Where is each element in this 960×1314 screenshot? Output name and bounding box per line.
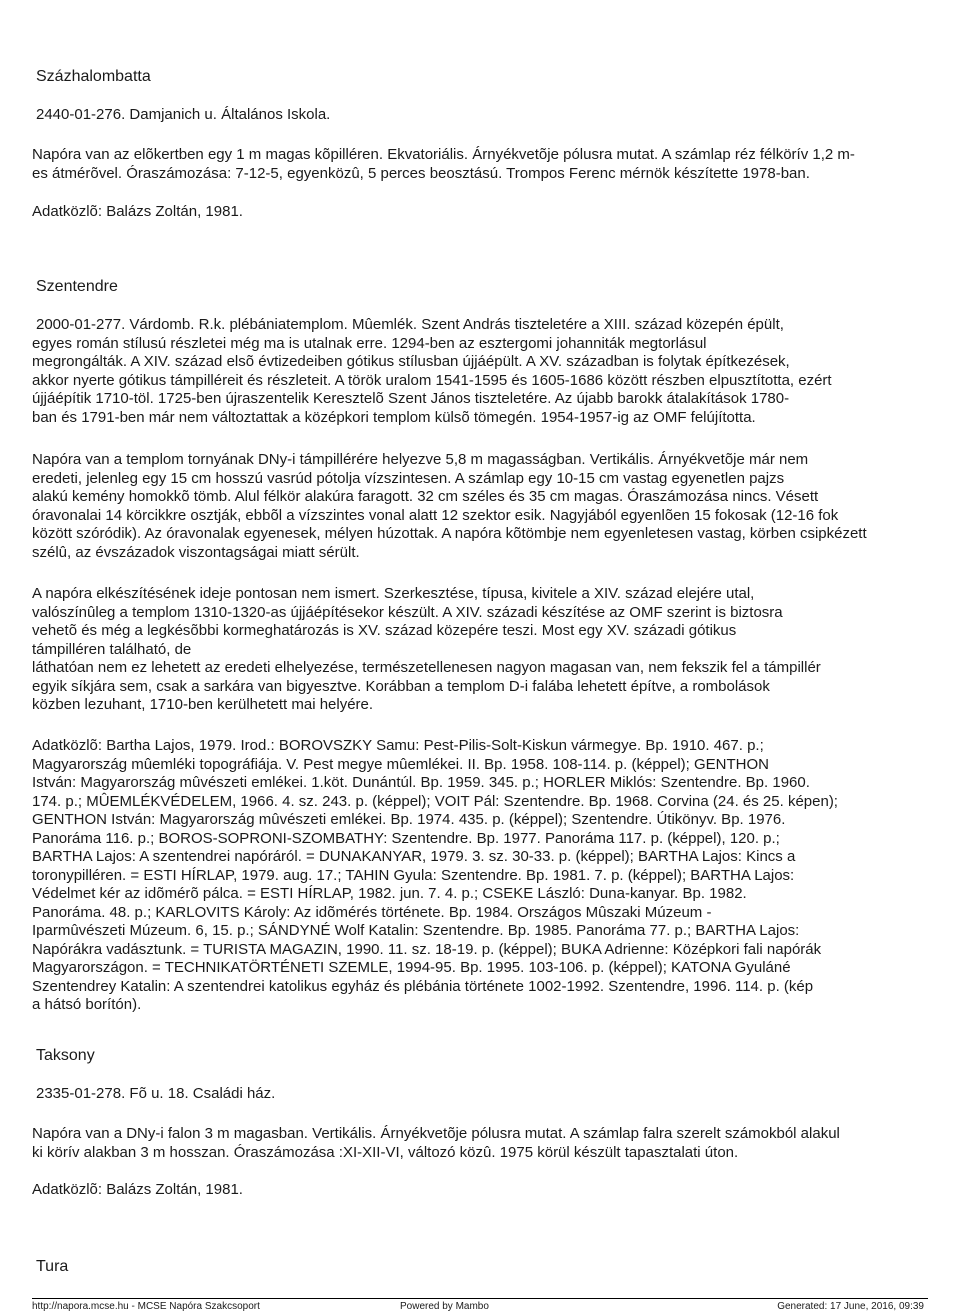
text-line: eredeti, jelenleg egy 15 cm hosszú vasrúd pótolja vízszintesen. A számlap egy 10-15 cm vastag egyenetlen pajzs <box>32 469 785 487</box>
informant-note: Adatközlõ: Balázs Zoltán, 1981. <box>32 1181 243 1198</box>
sundial-description <box>32 1125 932 1162</box>
place-heading: Taksony <box>36 1047 95 1064</box>
text-line: közben lezuhant, 1710-ben kerülhetett mai helyére. <box>32 696 374 713</box>
sundial-description <box>32 451 932 562</box>
text-line: ban és 1791-ben már nem változtattak a középkori templom külsõ tömegén. 1954-1957-ig az OMF felújította. <box>32 408 756 426</box>
entry-code: 2000-01-277. Várdomb. R.k. plébániatemplom. Mûemlék. Szent András tiszteletére a XIII. század közepén épült, <box>36 316 784 333</box>
text-line: es átmérõvel. Óraszámozása: 7-12-5, egyenközû, 5 perces beosztású. Trompos Ferenc mérnök készítette 1978-ban. <box>32 164 810 182</box>
footer-generated: Generated: 17 June, 2016, 09:39 <box>777 1301 924 1312</box>
text-line: A napóra elkészítésének ideje pontosan nem ismert. Szerkesztése, típusa, kivitele a XIV. század elejére utal, <box>32 585 755 602</box>
text-line: toronypilléren. = ESTI HÍRLAP, 1979. aug. 17.; TAHIN Gyula: Szentendre. Bp. 1981. 7. p. (képpel); BARTHA Lajos: <box>32 866 795 884</box>
text-line: szélû, az évszázadok viszontagságai miatt sérült. <box>32 543 360 561</box>
text-line: Magyarország mûemléki topográfiája. V. Pest megye mûemlékei. II. Bp. 1958. 108-114. p. (képpel); GENTHON <box>32 755 770 773</box>
text-line: akkor nyerte gótikus támpilléreit és részleteit. A török uralom 1541-1595 és 1605-1686 között részben elpusztította, ezért <box>32 371 832 389</box>
text-line: Napórákra vadásztunk. = TURISTA MAGAZIN, 1990. 11. sz. 18-19. p. (képpel); BUKA Adrienne: Középkori fali napórák <box>32 940 822 958</box>
text-line: Napóra van a templom tornyának DNy-i támpillérére helyezve 5,8 m magasságban. Vertikális. Árnyékvetõje már nem <box>32 451 809 468</box>
text-line: Védelmet kér az idõmérõ pálca. = ESTI HÍRLAP, 1982. jun. 7. 4. p.; CSEKE László: Duna-kanyar. Bp. 1982. <box>32 885 747 902</box>
sundial-description <box>32 146 932 183</box>
text-line: ki körív alakban 3 m hosszan. Óraszámozása :XI-XII-VI, változó közû. 1975 körül készült tapasztalati úton. <box>32 1143 739 1161</box>
place-heading: Szentendre <box>36 278 118 295</box>
entry-code: 2440-01-276. Damjanich u. Általános Iskola. <box>36 106 331 123</box>
text-line: között szóródik). Az óravonalak egyenesek, mélyen húzottak. A napóra kõtömbje nem egyenletesen vastag, körben csipkézett <box>32 525 867 542</box>
text-line: Panoráma. 48. p.; KARLOVITS Károly: Az idõmérés története. Bp. 1984. Országos Mûszaki Múzeum - <box>32 903 712 921</box>
text-line: 174. p.; MÛEMLÉKVÉDELEM, 1966. 4. sz. 243. p. (képpel); VOIT Pál: Szentendre. Bp. 1968. Corvina (24. és 25. képen); <box>32 792 838 810</box>
text-line: újjáépítik 1710-töl. 1725-ben újraszentelik Keresztelõ Szent János tiszteletére. Az újabb barokk átalakítások 1780- <box>32 390 790 407</box>
footer-site-link[interactable]: http://napora.mcse.hu - MCSE Napóra Szakcsoport <box>32 1301 260 1312</box>
text-line: GENTHON István: Magyarország mûvészeti emlékei. Bp. 1974. 435. p. (képpel); Szentendre. Útikönyv. Bp. 1976. <box>32 811 786 828</box>
text-line: a hátsó borítón). <box>32 996 142 1013</box>
text-line: Iparmûvészeti Múzeum. 6, 15. p.; SÁNDYNÉ Wolf Katalin: Szentendre. Bp. 1985. Panoráma 77. p.; BARTHA Lajos: <box>32 922 800 939</box>
informant-note: Adatközlõ: Balázs Zoltán, 1981. <box>32 203 243 220</box>
text-line: BARTHA Lajos: A szentendrei napóráról. = DUNAKANYAR, 1979. 3. sz. 30-33. p. (képpel); BARTHA Lajos: Kincs a <box>32 848 796 865</box>
text-line: támpilléren található, de <box>32 640 192 658</box>
text-line: egyes román stílusú részletei még ma is utalnak erre. 1294-ben az esztergomi johanniták megtorlásul <box>32 334 707 352</box>
text-line: Adatközlõ: Bartha Lajos, 1979. Irod.: BOROVSZKY Samu: Pest-Pilis-Solt-Kiskun vármegye. Bp. 1910. 467. p.; <box>32 737 764 754</box>
text-line: megrongálták. A XIV. század elsõ évtizedeiben gótikus stílusban újjáépült. A XV. században is folytak építkezések, <box>32 353 790 370</box>
text-line: István: Magyarország mûvészeti emlékei. 1.köt. Dunántúl. Bp. 1959. 345. p.; HORLER Miklós: Szentendre. Bp. 1960. <box>32 774 810 791</box>
text-line: óravonalai 14 körcikkre osztják, ebbõl a vízszintes vonal alatt 12 szektor esik. Nagyjából egyenlõen 15 fokosak (12-16 fok <box>32 506 839 524</box>
references-paragraph <box>32 737 932 1015</box>
footer-powered-by: Powered by Mambo <box>400 1301 489 1312</box>
text-line: vehetõ és még a legkésõbbi kormeghatározás is XV. század közepére teszi. Most egy XV. századi gótikus <box>32 622 737 639</box>
text-line: valószínûleg a templom 1310-1320-as újjáépítésekor készült. A XIV. századi készítése az OMF szerint is biztosra <box>32 603 783 621</box>
place-heading: Tura <box>36 1258 69 1275</box>
entry-code: 2335-01-278. Fõ u. 18. Családi ház. <box>36 1085 276 1102</box>
text-line: Magyarországon. = TECHNIKATÖRTÉNETI SZEMLE, 1994-95. Bp. 1995. 103-106. p. (képpel); KATONA Gyuláné <box>32 959 791 976</box>
text-line: láthatóan nem ez lehetett az eredeti elhelyezése, természetellenesen nagyon magasan van, nem fekszik fel a támpillér <box>32 659 821 676</box>
text-line: Napóra van az elõkertben egy 1 m magas kõpilléren. Ekvatoriális. Árnyékvetõje pólusra mutat. A számlap réz félkörív 1,2 m- <box>32 146 855 163</box>
text-line: egyik síkjára sem, csak a sarkára van bigyesztve. Korábban a templom D-i falába lehetett építve, a rombolások <box>32 677 770 695</box>
dating-paragraph <box>32 585 932 715</box>
text-line: Napóra van a DNy-i falon 3 m magasban. Vertikális. Árnyékvetõje pólusra mutat. A számlap falra szerelt számokból alakul <box>32 1125 840 1142</box>
entry-history <box>32 316 932 427</box>
text-line: Szentendrey Katalin: A szentendrei katolikus egyház és plébánia története 1002-1992. Szentendre, 1996. 114. p. (kép <box>32 977 814 995</box>
text-line: alakú kemény homokkõ tömb. Alul félkör alakúra faragott. 32 cm széles és 35 cm magas. Óraszámozása nincs. Vésett <box>32 488 819 505</box>
page-footer <box>32 1298 928 1313</box>
text-line: Panoráma 116. p.; BOROS-SOPRONI-SZOMBATHY: Szentendre. Bp. 1977. Panoráma 117. p. (képpel), 120. p.; <box>32 829 780 847</box>
place-heading: Százhalombatta <box>36 68 151 85</box>
